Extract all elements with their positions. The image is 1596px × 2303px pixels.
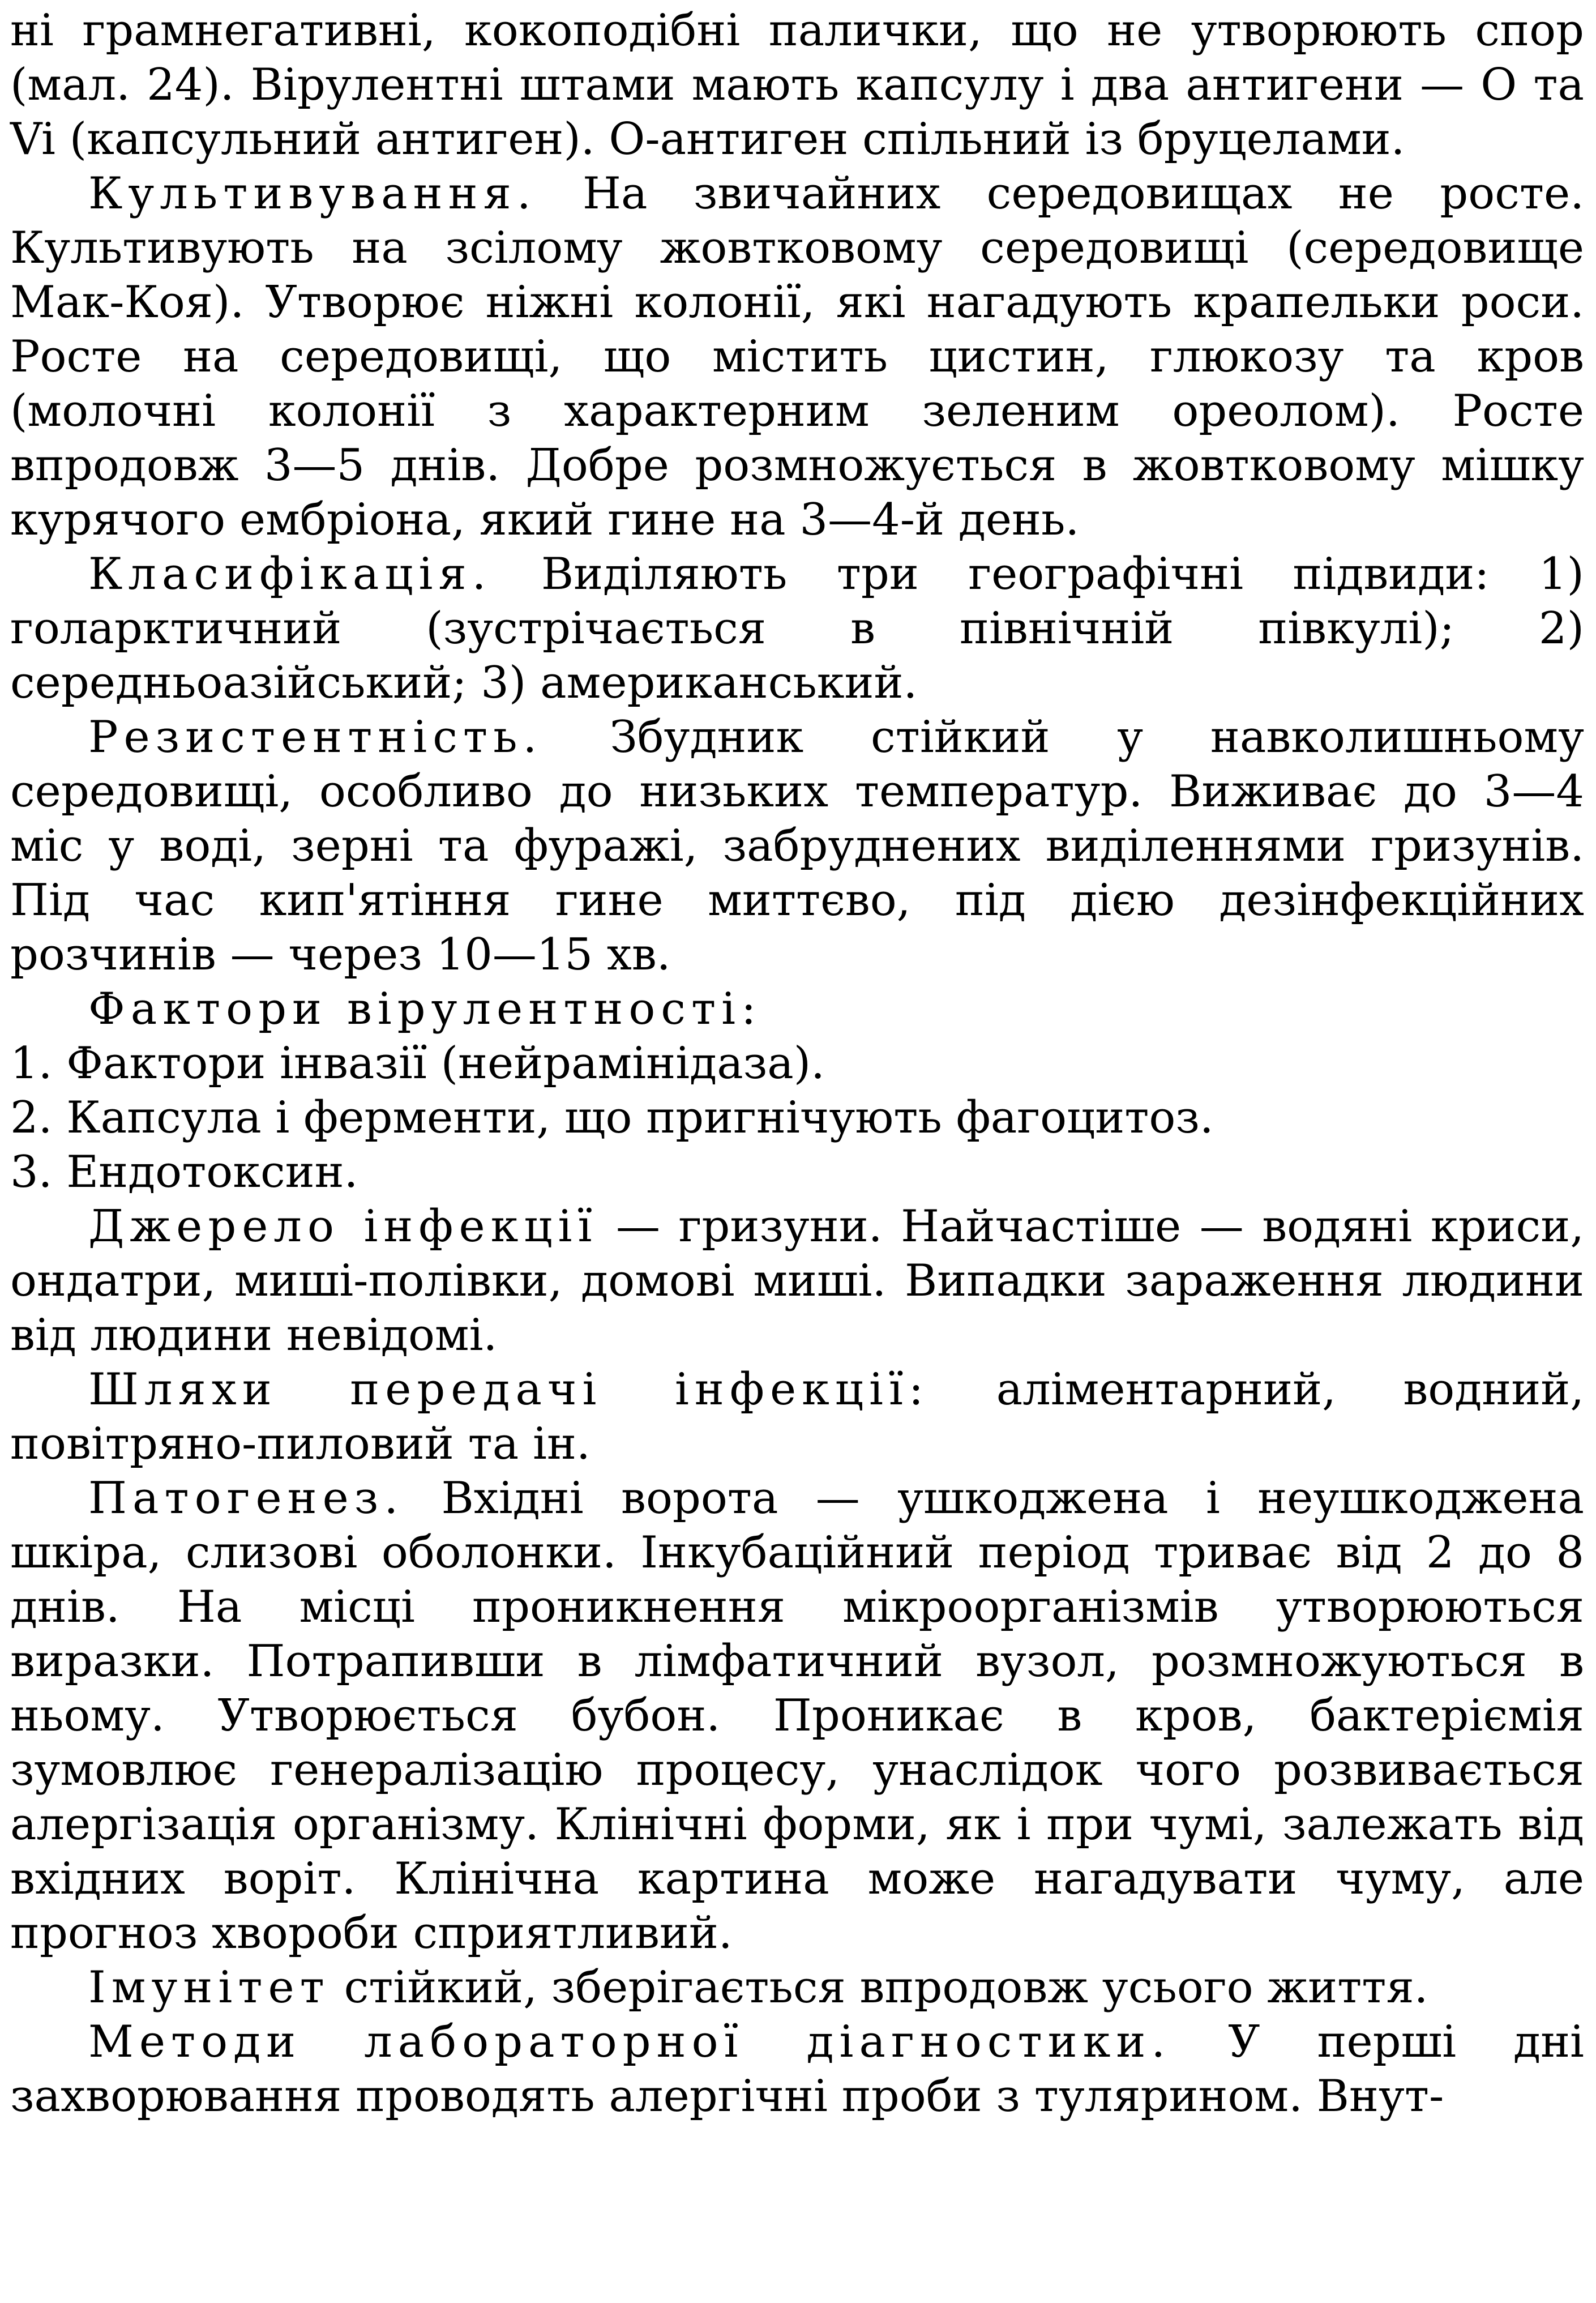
paragraph-text: Збудник стійкий у навколишньому середовищі, особливо до низьких температур. Виживає до 3—4 міс у воді, зерні та фуражі, забруднених виділеннями гризунів. Під час кип'ятіння гине миттєво, під дією дезінфекційних розчинів — через 10—15 хв.: [10, 712, 1584, 980]
section-heading-lab-diagnostics: Методи лабораторної діагностики.: [88, 2016, 1171, 2067]
list-item: 1. Фактори інвазії (нейрамінідаза).: [10, 1038, 825, 1089]
paragraph-text: На звичайних середовищах не росте. Культивують на зсіломy жовтковому середовищі (середовище Мак-Коя). Утворює ніжні колонії, які нагадують крапельки роси. Росте на середовищі, що містить цистин, глюкозу та кров (молочні колонії з характерним зеленим ореолом). Росте впродовж 3—5 днів. Добре розмножується в жовтковому мішку курячого ембріона, який гине на 3—4-й день.: [10, 168, 1584, 545]
paragraph-text: ні грамнегативні, кокоподібні палички, що не утворюють спор (мал. 24). Вірулентні штами мають капсулу і два антигени — О та Vi (капсульний антиген). О-антиген спільний із бруцелами.: [10, 5, 1584, 165]
section-heading-virulence: Фактори вірулентності:: [88, 984, 762, 1035]
paragraph-immunity: [10, 1960, 1584, 2015]
paragraph-pathogenesis: [10, 1471, 1584, 1960]
paragraph-text: У перші дні захворювання проводять алергічні проби з тулярином. Внут-: [10, 2016, 1584, 2122]
paragraph-text: Вхідні ворота — ушкоджена і неушкоджена шкіра, слизові оболонки. Інкубаційний період триває від 2 до 8 днів. На місці проникнення мікроорганізмів утворюються виразки. Потрапивши в лімфатичний вузол, розмножуються в ньому. Утворюється бубон. Проникає в кров, бактеріємія зумовлює генералізацію процесу, унаслідок чого розвивається алергізація організму. Клінічні форми, як і при чумі, залежать від вхідних воріт. Клінічна картина може нагадувати чуму, але прогноз хвороби сприятливий.: [10, 1473, 1584, 1959]
paragraph-lab-diagnostics: [10, 2015, 1584, 2123]
paragraph-text: Виділяють три географічні підвиди: 1) голарктичний (зустрічається в північній півкулі); 2) середньоазійський; 3) американський.: [10, 549, 1584, 708]
section-heading-immunity: Імунітет: [88, 1962, 330, 2013]
section-heading-resistance: Резистентність.: [88, 712, 543, 763]
section-heading-infection-source: Джерело інфекції: [88, 1201, 598, 1252]
list-item: 3. Ендотоксин.: [10, 1147, 358, 1198]
paragraph-text: стійкий, зберігається впродовж усього життя.: [330, 1962, 1428, 2013]
paragraph-virulence-factors: [10, 982, 1584, 1036]
section-heading-transmission: Шляхи передачі інфекції:: [88, 1364, 930, 1415]
paragraph-transmission: [10, 1362, 1584, 1471]
paragraph-cultivation: [10, 166, 1584, 547]
paragraph-classification: [10, 547, 1584, 710]
section-heading-classification: Класифікація.: [88, 549, 492, 600]
section-heading-cultivation: Культивування.: [88, 168, 537, 219]
paragraph-text: аліментарний, водний, повітряно-пиловий та ін.: [10, 1364, 1584, 1469]
list-item: 2. Капсула і ферменти, що пригнічують фагоцитоз.: [10, 1092, 1214, 1143]
paragraph-resistance: [10, 710, 1584, 982]
paragraph-infection-source: [10, 1199, 1584, 1362]
document-page: [10, 3, 1584, 2123]
paragraph-intro: [10, 3, 1584, 166]
paragraph-text: — гризуни. Найчастіше — водяні криси, ондатри, миші-полівки, домові миші. Випадки зараження людини від людини невідомі.: [10, 1201, 1584, 1361]
section-heading-pathogenesis: Патогенез.: [88, 1473, 404, 1524]
